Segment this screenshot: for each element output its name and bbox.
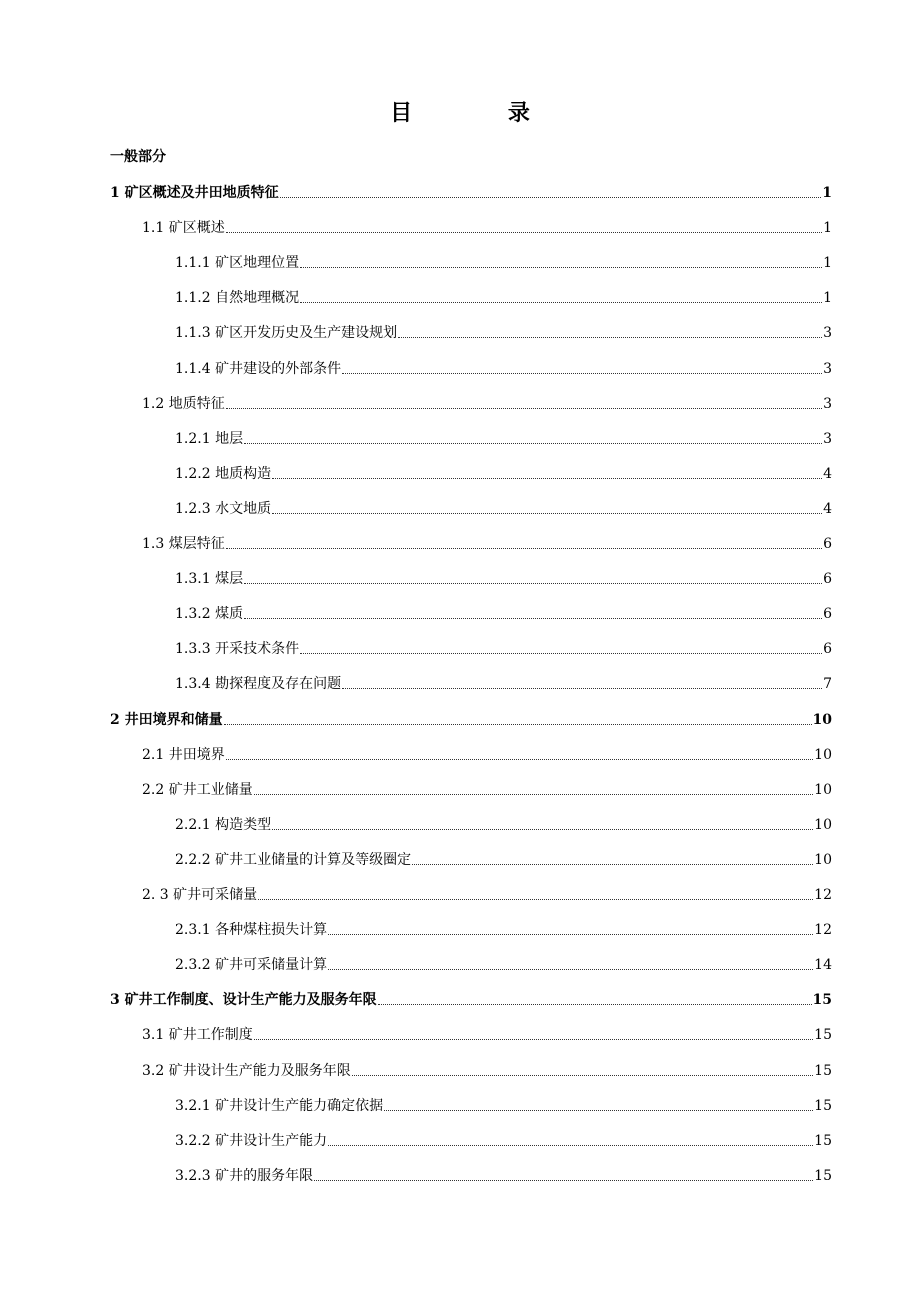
page-title: 目 录 bbox=[390, 100, 574, 126]
toc-entry[interactable] bbox=[110, 703, 832, 729]
toc-dot-leader bbox=[384, 1109, 813, 1111]
toc-entry[interactable] bbox=[142, 211, 832, 237]
toc-entry-page-number: 3 bbox=[823, 360, 832, 377]
toc-entry[interactable] bbox=[175, 808, 832, 834]
toc-entry[interactable] bbox=[175, 843, 832, 869]
toc-entry-page-number: 10 bbox=[814, 746, 832, 763]
toc-entry[interactable] bbox=[142, 773, 832, 799]
toc-entry[interactable] bbox=[175, 492, 832, 518]
toc-entry[interactable] bbox=[175, 246, 832, 272]
toc-entry-label: 2.3.2 矿井可采储量计算 bbox=[175, 957, 328, 974]
toc-dot-leader bbox=[300, 266, 822, 268]
toc-entry-page-number: 10 bbox=[814, 781, 832, 798]
toc-entry-label: 1.3.4 勘探程度及存在问题 bbox=[175, 676, 342, 693]
toc-entry-page-number: 15 bbox=[814, 1027, 832, 1044]
toc-entry-label: 2.3.1 各种煤柱损失计算 bbox=[175, 922, 328, 939]
toc-entry-page-number: 7 bbox=[823, 676, 832, 693]
toc-entry-page-number: 1 bbox=[823, 255, 832, 272]
toc-entry[interactable] bbox=[175, 597, 832, 623]
toc-entry[interactable] bbox=[175, 1159, 832, 1185]
toc-entry-page-number: 10 bbox=[814, 816, 832, 833]
toc-dot-leader bbox=[254, 793, 813, 795]
toc-entry-label: 1.2.2 地质构造 bbox=[175, 465, 272, 482]
toc-entry[interactable] bbox=[175, 352, 832, 378]
toc-dot-leader bbox=[244, 617, 822, 619]
toc-dot-leader bbox=[352, 1074, 813, 1076]
toc-dot-leader bbox=[258, 898, 813, 900]
toc-entry[interactable] bbox=[175, 1124, 832, 1150]
toc-entry[interactable] bbox=[175, 948, 832, 974]
toc-dot-leader bbox=[328, 933, 813, 935]
toc-entry-page-number: 6 bbox=[823, 571, 832, 588]
toc-entry-page-number: 14 bbox=[814, 957, 832, 974]
toc-dot-leader bbox=[398, 336, 822, 338]
toc-dot-leader bbox=[342, 687, 822, 689]
toc-entry-label: 3.2.2 矿井设计生产能力 bbox=[175, 1132, 328, 1149]
toc-entry-label: 3.1 矿井工作制度 bbox=[142, 1027, 253, 1044]
toc-entry-page-number: 12 bbox=[814, 887, 832, 903]
toc-dot-leader bbox=[226, 758, 813, 760]
toc-entry[interactable] bbox=[175, 562, 832, 588]
toc-entry[interactable] bbox=[142, 387, 832, 413]
toc-entry-page-number: 3 bbox=[823, 395, 832, 412]
toc-dot-leader bbox=[226, 231, 822, 233]
toc-entry-page-number: 15 bbox=[814, 1132, 832, 1149]
toc-entry-label: 1.2.1 地层 bbox=[175, 430, 244, 447]
toc-entry[interactable] bbox=[175, 281, 832, 307]
toc-dot-leader bbox=[224, 723, 812, 725]
toc-dot-leader bbox=[226, 547, 822, 549]
toc-entry-page-number: 1 bbox=[822, 185, 832, 201]
toc-entry-page-number: 15 bbox=[812, 992, 832, 1009]
toc-entry-label: 1.2.3 水文地质 bbox=[175, 500, 272, 517]
toc-entry-page-number: 15 bbox=[814, 1167, 832, 1184]
toc-entry-label: 1.1 矿区概述 bbox=[142, 220, 225, 237]
toc-entry-page-number: 4 bbox=[823, 465, 832, 482]
toc-entry-label: 1.1.4 矿井建设的外部条件 bbox=[175, 360, 342, 377]
toc-entry-label: 3.2.3 矿井的服务年限 bbox=[175, 1167, 314, 1184]
toc-entry[interactable] bbox=[175, 422, 832, 448]
toc-entry[interactable] bbox=[175, 667, 832, 693]
toc-dot-leader bbox=[244, 582, 822, 584]
toc-entry[interactable] bbox=[175, 632, 832, 658]
toc-dot-leader bbox=[378, 1003, 812, 1005]
toc-dot-leader bbox=[244, 442, 822, 444]
toc-entry[interactable] bbox=[142, 1054, 832, 1080]
toc-entry-label: 1.1.2 自然地理概况 bbox=[175, 290, 300, 307]
toc-dot-leader bbox=[300, 652, 822, 654]
toc-entry-page-number: 10 bbox=[814, 851, 832, 868]
toc-entry[interactable] bbox=[142, 878, 832, 904]
toc-dot-leader bbox=[300, 301, 822, 303]
toc-entry-label: 1 矿区概述及井田地质特征 bbox=[110, 185, 279, 201]
toc-entry-label: 1.3 煤层特征 bbox=[142, 536, 225, 552]
toc-entry-label: 2.2 矿井工业储量 bbox=[142, 781, 253, 798]
toc-entry[interactable] bbox=[175, 913, 832, 939]
toc-entry-page-number: 6 bbox=[823, 536, 832, 552]
toc-entry-label: 2.1 井田境界 bbox=[142, 746, 225, 763]
toc-entry-label: 1.3.2 煤质 bbox=[175, 606, 244, 623]
toc-entry-page-number: 10 bbox=[812, 711, 832, 728]
toc-entry-label: 2 井田境界和储量 bbox=[110, 711, 223, 728]
toc-entry-page-number: 1 bbox=[823, 290, 832, 307]
toc-entry[interactable] bbox=[142, 1018, 832, 1044]
toc-dot-leader bbox=[314, 1179, 813, 1181]
toc-entry-page-number: 15 bbox=[814, 1097, 832, 1114]
toc-entry-label: 3 矿井工作制度、设计生产能力及服务年限 bbox=[110, 992, 377, 1009]
toc-entry-page-number: 12 bbox=[814, 922, 832, 939]
toc-entry[interactable] bbox=[175, 316, 832, 342]
toc-entry-page-number: 6 bbox=[823, 606, 832, 623]
toc-entry-label: 1.2 地质特征 bbox=[142, 395, 225, 412]
toc-entry-label: 2.2.1 构造类型 bbox=[175, 816, 272, 833]
toc-entry[interactable] bbox=[110, 983, 832, 1009]
toc-dot-leader bbox=[412, 863, 813, 865]
toc-entry-label: 2.2.2 矿井工业储量的计算及等级圈定 bbox=[175, 851, 412, 868]
toc-entry-page-number: 4 bbox=[823, 500, 832, 517]
section-heading-general: 一般部分 bbox=[110, 149, 166, 165]
toc-dot-leader bbox=[328, 968, 813, 970]
toc-dot-leader bbox=[254, 1038, 813, 1040]
toc-entry[interactable] bbox=[175, 1089, 832, 1115]
toc-entry-page-number: 3 bbox=[823, 325, 832, 342]
toc-entry-label: 2. 3 矿井可采储量 bbox=[142, 887, 258, 903]
toc-entry-page-number: 6 bbox=[823, 641, 832, 658]
toc-dot-leader bbox=[272, 512, 822, 514]
toc-dot-leader bbox=[272, 477, 822, 479]
toc-dot-leader bbox=[342, 372, 822, 374]
toc-entry-page-number: 15 bbox=[814, 1062, 832, 1079]
toc-entry-label: 1.3.3 开采技术条件 bbox=[175, 641, 300, 658]
toc-entry-label: 3.2 矿井设计生产能力及服务年限 bbox=[142, 1062, 351, 1079]
toc-dot-leader bbox=[328, 1144, 813, 1146]
toc-entry-page-number: 1 bbox=[823, 220, 832, 237]
toc-dot-leader bbox=[272, 828, 813, 830]
toc-entry-label: 1.1.3 矿区开发历史及生产建设规划 bbox=[175, 325, 398, 342]
toc-entry[interactable] bbox=[142, 738, 832, 764]
toc-dot-leader bbox=[280, 196, 822, 198]
toc-entry[interactable] bbox=[175, 457, 832, 483]
toc-entry[interactable] bbox=[110, 176, 832, 202]
toc-entry[interactable] bbox=[142, 527, 832, 553]
toc-entry-label: 1.3.1 煤层 bbox=[175, 571, 244, 588]
toc-dot-leader bbox=[226, 407, 822, 409]
toc-entry-label: 3.2.1 矿井设计生产能力确定依据 bbox=[175, 1097, 384, 1114]
toc-entry-page-number: 3 bbox=[823, 430, 832, 447]
toc-entry-label: 1.1.1 矿区地理位置 bbox=[175, 255, 300, 272]
